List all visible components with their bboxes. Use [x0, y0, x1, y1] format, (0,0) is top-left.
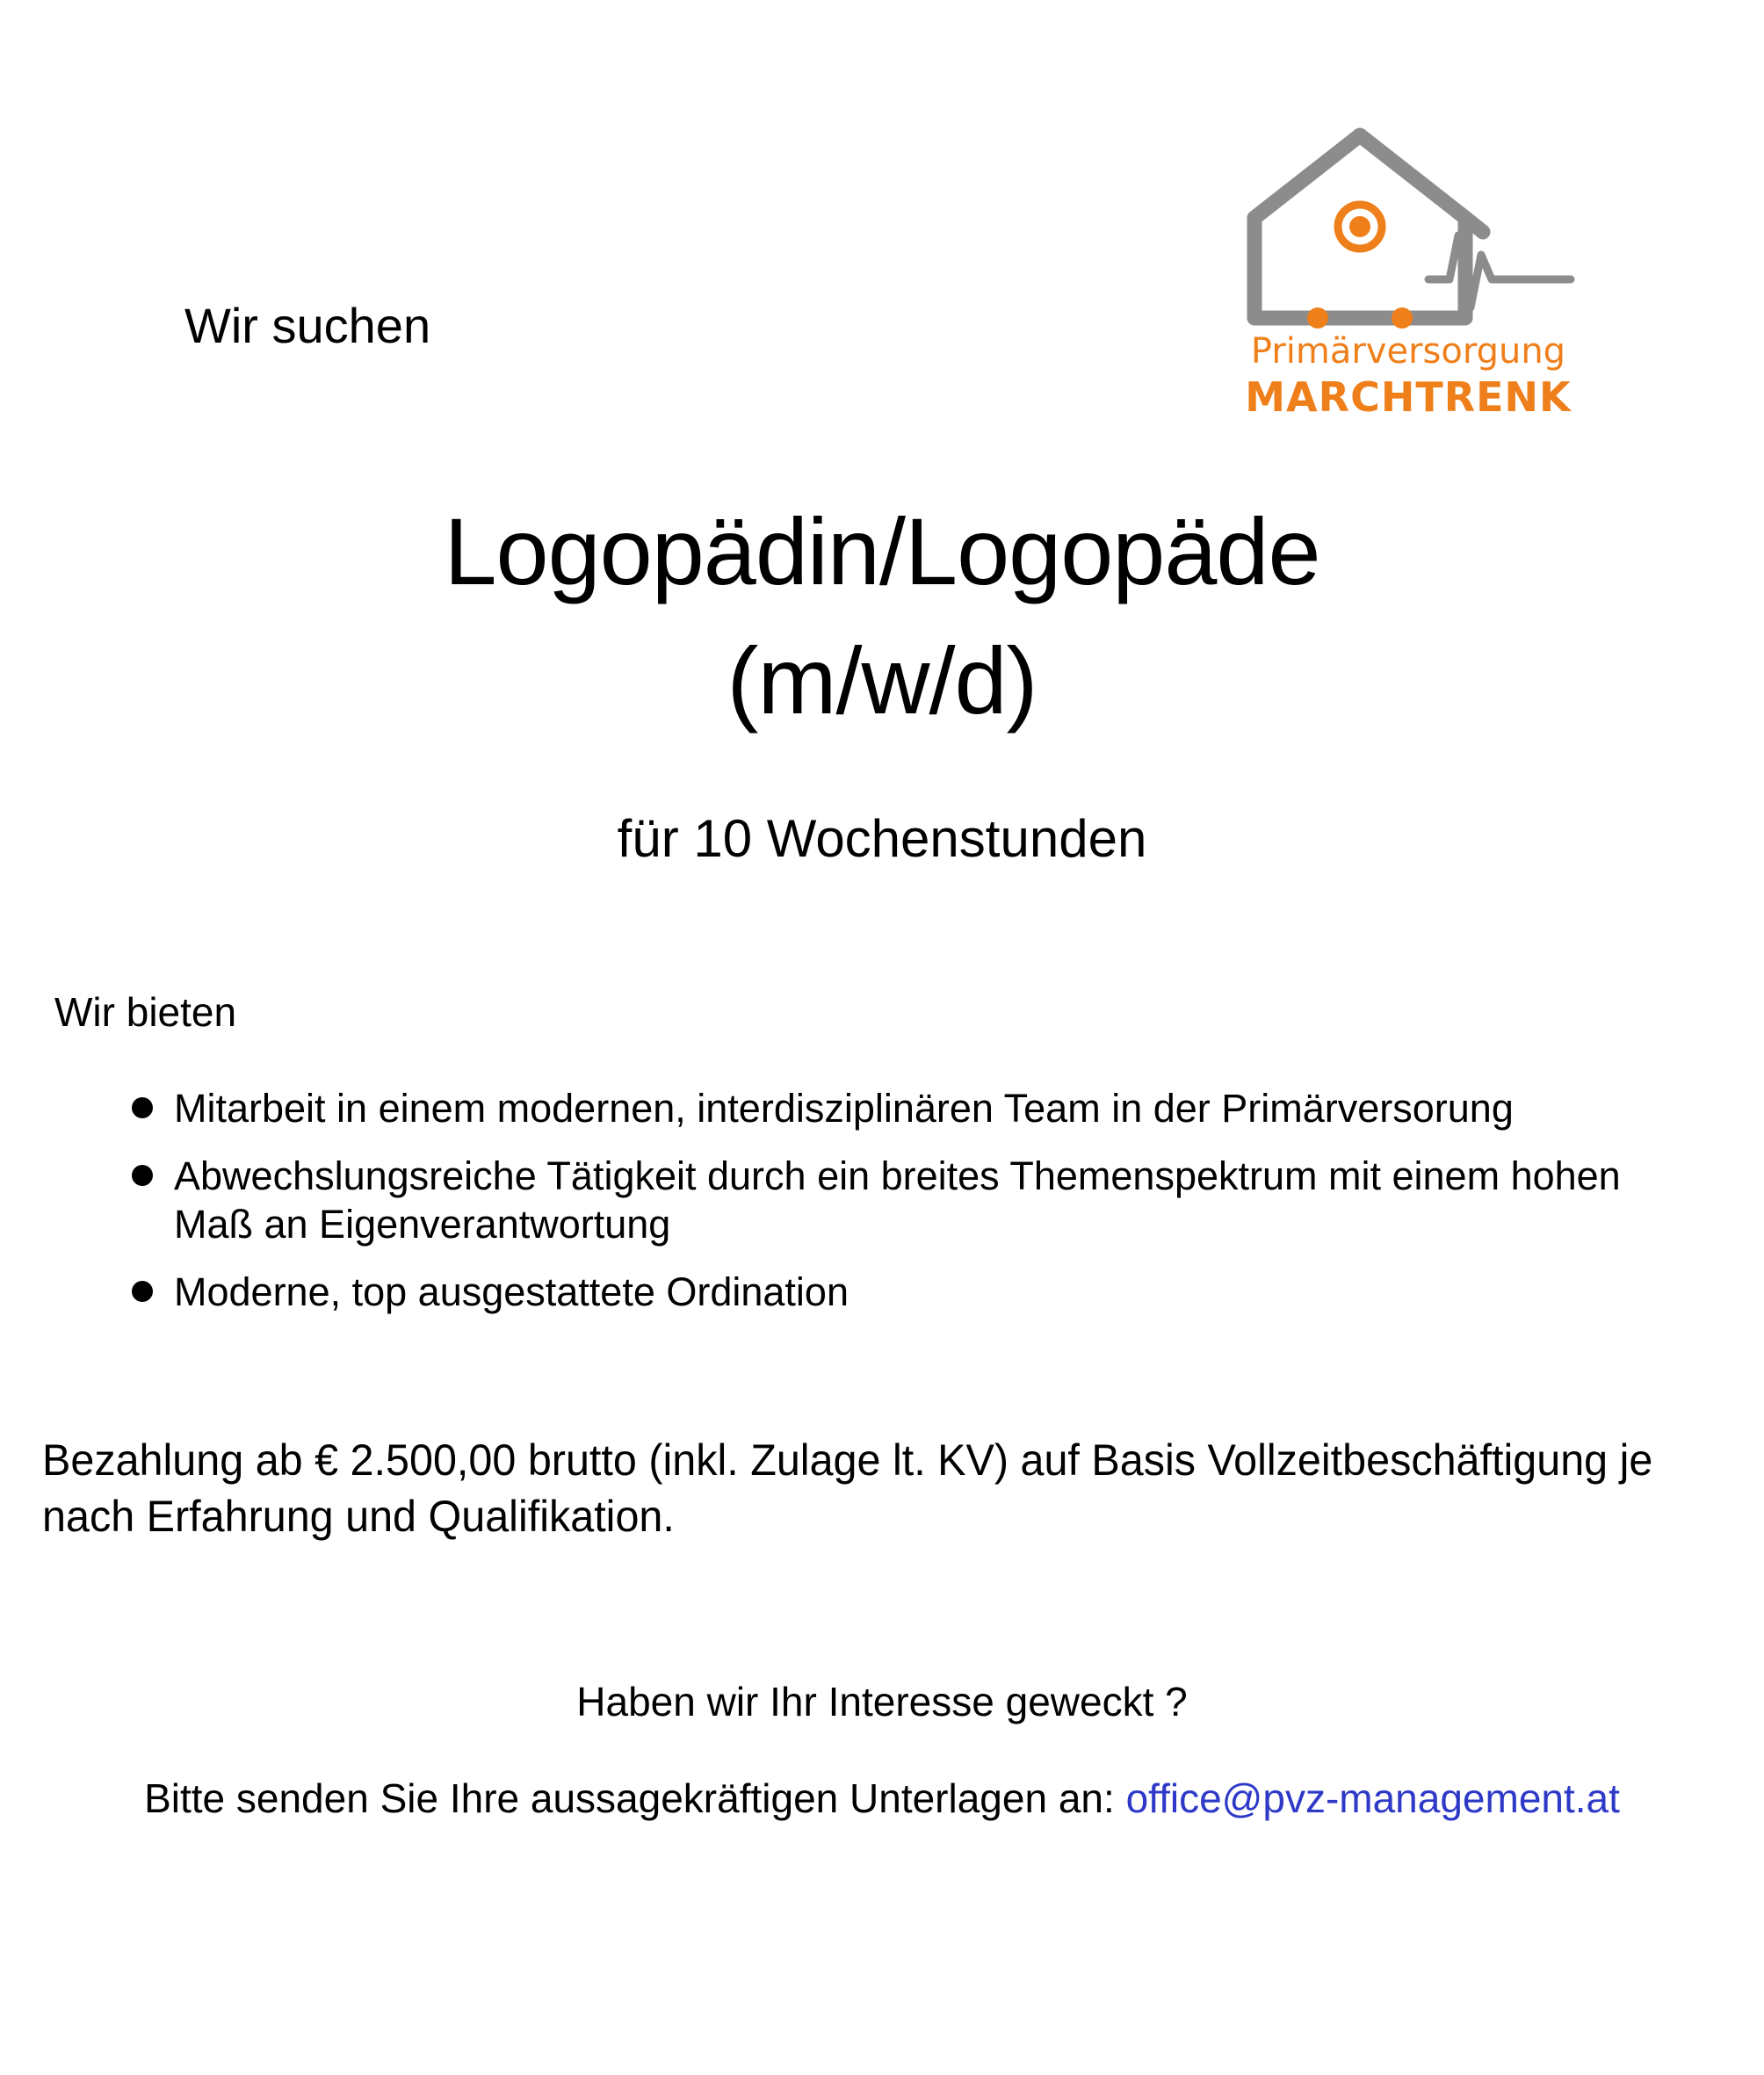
list-item — [123, 1269, 1695, 1317]
bullet-icon — [132, 1097, 153, 1118]
company-logo — [1219, 123, 1597, 448]
list-item-text: Mitarbeit in einem modernen, interdisziplinären Team in der Primärversorung — [174, 1086, 1514, 1131]
apply-prefix-text: Bitte senden Sie Ihre aussagekräftigen Unterlagen an: — [144, 1775, 1126, 1821]
title-line-2: (m/w/d) — [727, 627, 1037, 734]
contact-email-link[interactable]: office@pvz-management.at — [1125, 1775, 1620, 1821]
offer-heading: Wir bieten — [54, 989, 237, 1035]
subtitle-hours: für 10 Wochenstunden — [617, 809, 1147, 868]
apply-line — [0, 1775, 1764, 1822]
bullet-icon — [132, 1165, 153, 1186]
page-title — [0, 492, 1764, 740]
list-item-text: Abwechslungsreiche Tätigkeit durch ein breites Themenspektrum mit einem hohen Maß an Eigenverantwortung — [174, 1153, 1621, 1247]
title-line-1: Logopädin/Logopäde — [444, 498, 1320, 604]
offer-list — [123, 1085, 1695, 1336]
interest-question: Haben wir Ihr Interesse geweckt ? — [576, 1679, 1188, 1724]
house-heartbeat-icon — [1219, 123, 1597, 334]
list-item — [123, 1153, 1695, 1249]
logo-wordmark — [1219, 331, 1597, 421]
pay-paragraph: Bezahlung ab € 2.500,00 brutto (inkl. Zulage lt. KV) auf Basis Vollzeitbeschäftigung je nach Erfahrung und Qualifikation. — [42, 1435, 1653, 1541]
logo-line-marchtrenk: MARCHTRENK — [1245, 373, 1572, 421]
list-item — [123, 1085, 1695, 1133]
bullet-icon — [132, 1281, 153, 1302]
list-item-text: Moderne, top ausgestattete Ordination — [174, 1269, 849, 1314]
logo-line-primaerversorgung: Primärversorgung — [1250, 331, 1566, 372]
intro-text: Wir suchen — [184, 298, 431, 353]
